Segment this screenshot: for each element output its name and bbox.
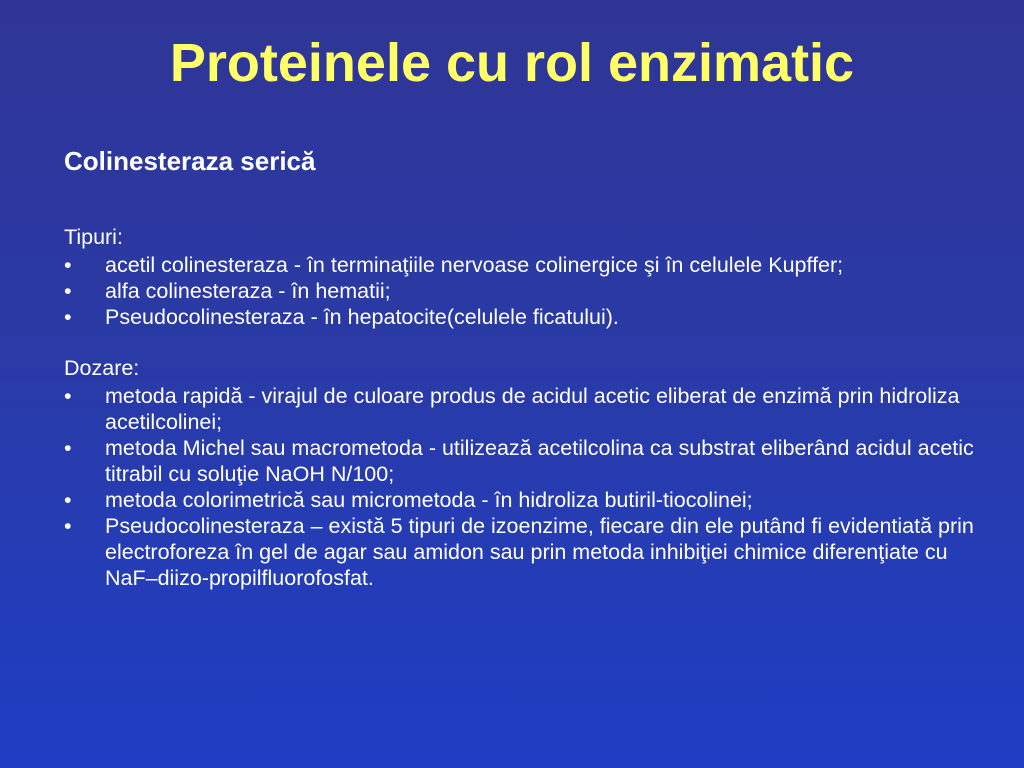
slide-subtitle: Colinesteraza serică xyxy=(64,146,316,176)
list-item xyxy=(64,252,974,278)
bullet-icon: • xyxy=(64,305,72,329)
slide-body xyxy=(64,224,974,591)
dozare-label: Dozare: xyxy=(64,356,140,380)
list-item xyxy=(64,278,974,304)
list-item xyxy=(64,487,974,513)
bullet-icon: • xyxy=(64,436,72,460)
list-item-text: acetil colinesteraza - în terminaţiile nervoase colinergice şi în celulele Kupffer; xyxy=(105,253,844,277)
list-item xyxy=(64,383,974,435)
slide-title: Proteinele cu rol enzimatic xyxy=(169,33,855,93)
list-item-text: Pseudocolinesteraza – există 5 tipuri de izoenzime, fiecare din ele putând fi evidentiată prin electroforeza în gel de agar sau amidon sau prin metoda inhibiţiei chimice diferenţiate cu NaF–diizo-propilfluorofosfat. xyxy=(105,514,974,590)
list-item-text: metoda colorimetrică sau micrometoda - în hidroliza butiril-tiocolinei; xyxy=(105,488,753,512)
bullet-icon: • xyxy=(64,279,72,303)
list-item xyxy=(64,304,974,330)
spacer xyxy=(64,330,974,355)
list-item xyxy=(64,435,974,487)
list-item-text: metoda Michel sau macrometoda - utilizează acetilcolina ca substrat eliberând acidul acetic titrabil cu soluţie NaOH N/100; xyxy=(105,436,974,486)
list-item xyxy=(64,513,974,591)
list-item-text: metoda rapidă - virajul de culoare produs de acidul acetic eliberat de enzimă prin hidroliza acetilcolinei; xyxy=(105,384,960,434)
tipuri-label: Tipuri: xyxy=(64,225,123,249)
list-item-text: Pseudocolinesteraza - în hepatocite(celulele ficatului). xyxy=(105,305,619,329)
bullet-icon: • xyxy=(64,514,72,538)
list-item-text: alfa colinesteraza - în hematii; xyxy=(105,279,391,303)
tipuri-list xyxy=(64,252,974,330)
bullet-icon: • xyxy=(64,488,72,512)
bullet-icon: • xyxy=(64,253,72,277)
bullet-icon: • xyxy=(64,384,72,408)
dozare-list xyxy=(64,383,974,591)
